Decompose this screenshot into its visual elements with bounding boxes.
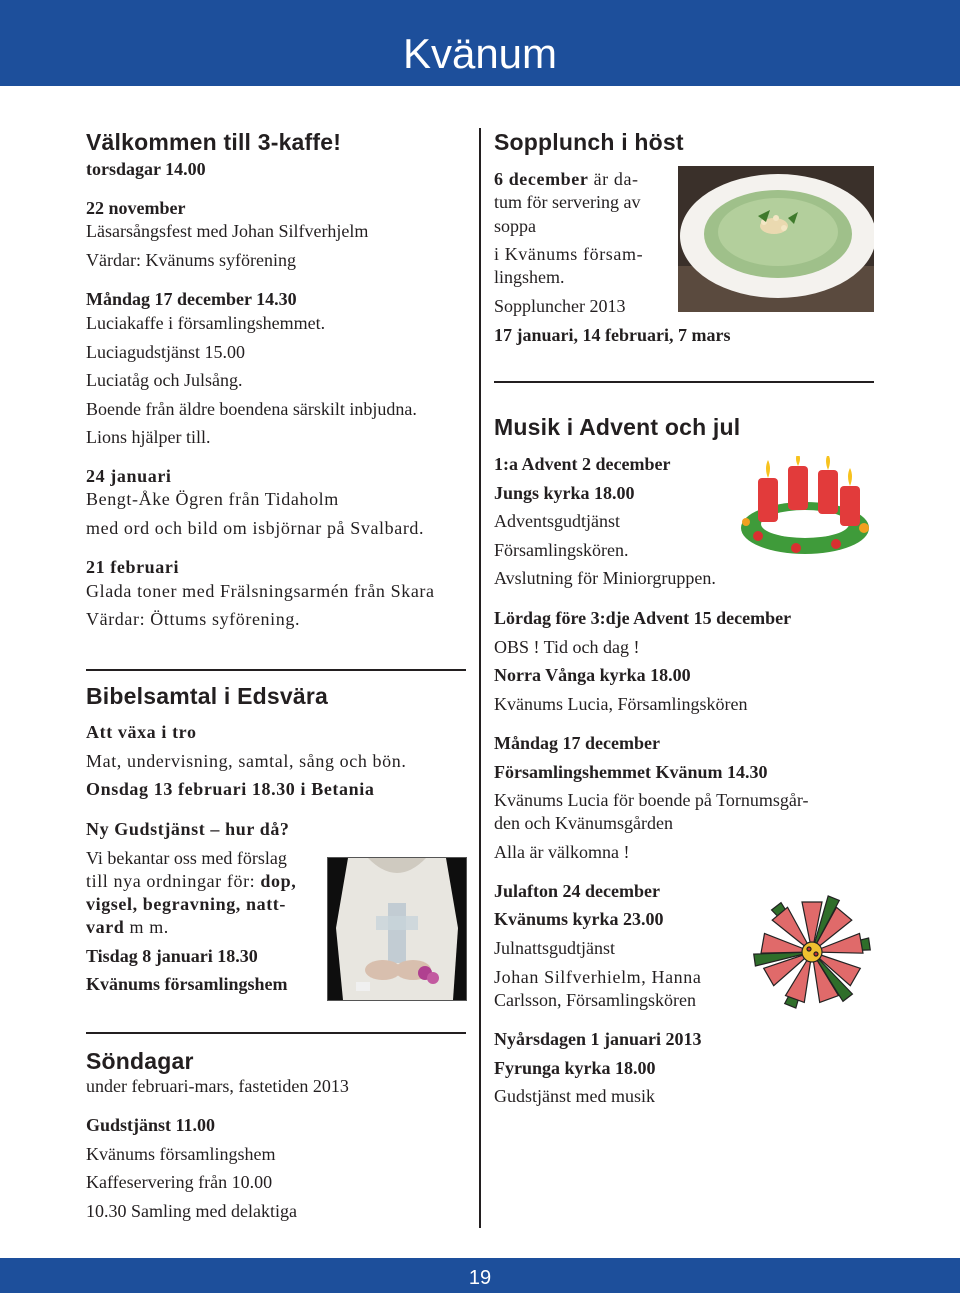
- section-divider: [494, 381, 874, 383]
- wreath-drawing: [736, 456, 874, 560]
- page-title: Kvänum: [402, 30, 558, 77]
- header-bar: [0, 0, 960, 86]
- text-line: soppa: [494, 216, 536, 236]
- text-line: Vi bekantar oss med förslag: [86, 848, 287, 868]
- text-line: Lions hjälper till.: [86, 427, 211, 447]
- text-line: Jungs kyrka 18.00: [494, 483, 635, 503]
- text-line: Kaffeservering från 10.00: [86, 1172, 273, 1192]
- section-heading-sondagar: Söndagar: [86, 1048, 194, 1074]
- text-line: [86, 870, 296, 892]
- text-line: Nyårsdagen 1 januari 2013: [494, 1029, 702, 1049]
- text-line: Mat, undervisning, samtal, sång och bön.: [86, 751, 407, 771]
- text-line: Norra Vånga kyrka 18.00: [494, 665, 691, 685]
- text-line: Läsarsångsfest med Johan Silfverhjelm: [86, 221, 369, 241]
- poinsettia-illustration: [750, 890, 875, 1015]
- text-line: Kvänums Lucia, Församlingskören: [494, 694, 748, 714]
- text-line: tum för servering av: [494, 192, 641, 212]
- text-line: Glada toner med Frälsningsarmén från Skara: [86, 581, 435, 601]
- text-line: 1:a Advent 2 december: [494, 454, 671, 474]
- text-line: lingshem.: [494, 267, 565, 287]
- section-heading-3-kaffe: Välkommen till 3-kaffe!: [86, 129, 342, 155]
- text-line: Onsdag 13 februari 18.30 i Betania: [86, 779, 375, 799]
- text-line: Församlingskören.: [494, 540, 629, 560]
- text-line: Kvänums kyrka 23.00: [494, 909, 664, 929]
- text-line: Johan Silfverhielm, Hanna: [494, 967, 702, 987]
- text-line: OBS ! Tid och dag !: [494, 637, 640, 657]
- section-heading-bibelsamtal: Bibelsamtal i Edsvära: [86, 683, 328, 709]
- poinsettia-drawing: [750, 890, 875, 1015]
- text-line: Julnattsgudtjänst: [494, 938, 615, 958]
- text-span: är da-: [588, 169, 639, 189]
- text-line: den och Kvänumsgården: [494, 813, 673, 833]
- section-divider: [86, 1032, 466, 1034]
- text-line: [494, 168, 639, 190]
- text-line: Gudstjänst med musik: [494, 1086, 655, 1106]
- text-span: till nya ordningar för:: [86, 871, 261, 891]
- text-span: vard: [86, 917, 125, 937]
- page-number: 19: [468, 1267, 492, 1289]
- text-line: under februari-mars, fastetiden 2013: [86, 1076, 349, 1096]
- text-line: Kvänums församlingshem: [86, 1144, 276, 1164]
- text-line: Församlingshemmet Kvänum 14.30: [494, 762, 768, 782]
- advent-wreath-illustration: [736, 456, 874, 560]
- text-span: dop,: [260, 871, 297, 891]
- text-line: Tisdag 8 januari 18.30: [86, 946, 258, 966]
- text-line: Carlsson, Församlingskören: [494, 990, 696, 1010]
- photo-illustration: [328, 858, 466, 1000]
- text-line: Värdar: Kvänums syförening: [86, 250, 296, 270]
- footer-bar: [0, 1258, 960, 1293]
- text-line: Avslutning för Miniorgruppen.: [494, 568, 716, 588]
- text-line: Alla är välkomna !: [494, 842, 630, 862]
- text-line: Kvänums Lucia för boende på Tornumsgår-: [494, 790, 809, 810]
- text-line: Fyrunga kyrka 18.00: [494, 1058, 656, 1078]
- text-line: Värdar: Öttums syförening.: [86, 609, 301, 629]
- text-line: Luciatåg och Julsång.: [86, 370, 243, 390]
- section-heading-musik: Musik i Advent och jul: [494, 414, 741, 440]
- soup-photo: [678, 166, 874, 312]
- text-line: i Kvänums försam-: [494, 244, 644, 264]
- text-line: 17 januari, 14 februari, 7 mars: [494, 325, 731, 345]
- confirmation-photo: [327, 857, 467, 1001]
- column-divider: [479, 128, 481, 1228]
- text-line: Gudstjänst 11.00: [86, 1115, 216, 1135]
- text-line: med ord och bild om isbjörnar på Svalbard.: [86, 518, 425, 538]
- text-line: Måndag 17 december: [494, 733, 660, 753]
- text-line: Luciagudstjänst 15.00: [86, 342, 245, 362]
- text-line: 24 januari: [86, 466, 172, 486]
- text-line: Adventsgudtjänst: [494, 511, 620, 531]
- text-line: Julafton 24 december: [494, 881, 660, 901]
- text-line: Soppluncher 2013: [494, 296, 626, 316]
- text-line: Att växa i tro: [86, 722, 197, 742]
- text-line: Måndag 17 december 14.30: [86, 289, 297, 309]
- text-line: Bengt-Åke Ögren från Tidaholm: [86, 489, 339, 509]
- text-line: vigsel, begravning, natt-: [86, 894, 287, 914]
- section-divider: [86, 669, 466, 671]
- text-line: Luciakaffe i församlingshemmet.: [86, 313, 326, 333]
- text-line: 22 november: [86, 198, 186, 218]
- section-heading-sopplunch: Sopplunch i höst: [494, 129, 684, 155]
- text-span: 6 december: [494, 169, 589, 189]
- photo-illustration: [678, 166, 874, 312]
- text-line: 10.30 Samling med delaktiga: [86, 1201, 297, 1221]
- text-line: Boende från äldre boendena särskilt inbjudna.: [86, 399, 417, 419]
- text-line: [86, 916, 169, 938]
- text-span: m m.: [124, 917, 169, 937]
- text-line: Lördag före 3:dje Advent 15 december: [494, 608, 792, 628]
- text-line: Ny Gudstjänst – hur då?: [86, 819, 290, 839]
- text-line: 21 februari: [86, 557, 180, 577]
- text-line: torsdagar 14.00: [86, 159, 206, 179]
- text-line: Kvänums församlingshem: [86, 974, 288, 994]
